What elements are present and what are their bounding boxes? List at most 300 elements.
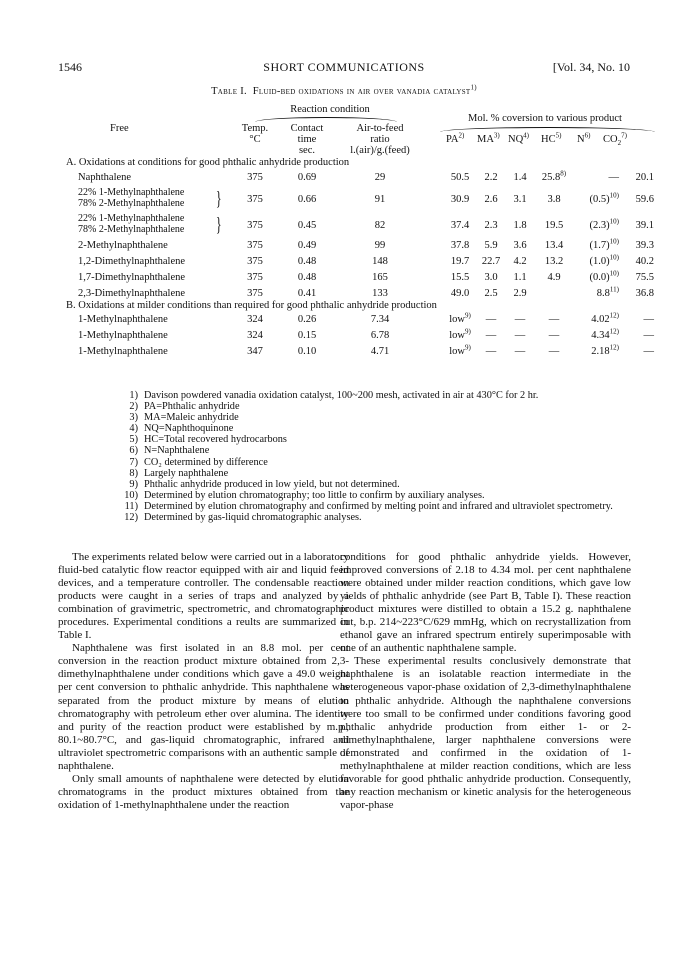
table-row bbox=[0, 311, 688, 328]
contact-cell bbox=[282, 330, 332, 341]
contact-cell bbox=[282, 288, 332, 299]
pa-cell-footnote: 9) bbox=[464, 343, 471, 352]
contact-cell bbox=[282, 346, 332, 357]
footnote-number: 11) bbox=[124, 500, 138, 512]
paragraph: conditions for good phthalic anhydride yields. However, improved conversions of 2.18 to 4.34 mol. per cent naphthalene were obtained under milder reaction conditions, which gave low yields of phthalic anhydride (see Part B, Table I). These reaction product mixtures were distilled to obtain a 15.2 g. naphthalene cut, b.p. 214~223°C/629 mmHg, which on recrystallization from ethanol gave an infrared spectrum entirely superimposable with one of an authentic naphthalene sample. bbox=[340, 551, 631, 655]
contact-cell bbox=[282, 194, 332, 205]
co2-cell-value: 40.2 bbox=[635, 256, 654, 267]
section-a-heading: A. Oxidations at conditions for good phthalic anhydride production bbox=[66, 157, 350, 168]
n-cell-footnote: 12) bbox=[609, 311, 619, 320]
nq-cell-value: 1.1 bbox=[513, 272, 527, 283]
footnote bbox=[112, 390, 652, 401]
co2-cell-value: 75.5 bbox=[635, 272, 654, 283]
table-row bbox=[0, 237, 688, 254]
page-number: 1546 bbox=[58, 60, 82, 74]
hc-cell-value: 19.5 bbox=[544, 220, 564, 231]
temp-cell bbox=[236, 330, 274, 341]
n-cell-value: 4.34 bbox=[591, 330, 610, 341]
contact-cell-value: 0.48 bbox=[297, 256, 317, 267]
co2-cell bbox=[620, 172, 654, 183]
temp-cell-value: 375 bbox=[247, 240, 263, 251]
footnote bbox=[112, 468, 652, 479]
compound-name-line: 1,7-Dimethylnaphthalene bbox=[78, 272, 186, 283]
contact-header-line: Contact bbox=[290, 123, 324, 134]
footnote-number: 2) bbox=[129, 401, 138, 413]
nq-cell bbox=[506, 314, 534, 325]
footnote bbox=[112, 434, 652, 445]
ma-cell bbox=[478, 220, 504, 231]
nq-cell-value: — bbox=[514, 314, 526, 325]
ma-cell-value: — bbox=[485, 314, 497, 325]
ratio-cell-value: 4.71 bbox=[370, 346, 390, 357]
temp-unit: °C bbox=[249, 134, 261, 145]
contact-cell-value: 0.45 bbox=[297, 220, 317, 231]
compound-name bbox=[78, 346, 168, 357]
table-footnotes bbox=[112, 390, 652, 523]
co2-cell bbox=[620, 194, 654, 205]
ma-cell bbox=[478, 346, 504, 357]
compound-name-line: 1-Methylnaphthalene bbox=[78, 314, 168, 325]
product-label: NQ bbox=[508, 134, 524, 145]
ratio-cell-value: 7.34 bbox=[370, 314, 390, 325]
n-cell-footnote: 10) bbox=[609, 191, 619, 200]
footnote bbox=[112, 423, 652, 434]
nq-cell-value: 3.6 bbox=[513, 240, 527, 251]
footnote-number: 3) bbox=[129, 412, 138, 424]
ratio-cell-value: 133 bbox=[372, 288, 388, 299]
temp-cell bbox=[236, 288, 274, 299]
table-row bbox=[0, 214, 688, 239]
n-cell bbox=[573, 269, 619, 283]
co2-cell bbox=[620, 240, 654, 251]
ratio-cell bbox=[335, 346, 425, 357]
nq-cell bbox=[506, 256, 534, 267]
pa-cell-value: 15.5 bbox=[450, 272, 470, 283]
pa-cell bbox=[444, 256, 476, 267]
hc-cell-value: 13.2 bbox=[544, 256, 564, 267]
footnote bbox=[112, 479, 652, 490]
ratio-cell-value: 148 bbox=[372, 256, 388, 267]
name-brace: } bbox=[215, 188, 222, 210]
n-cell-value: (0.0) bbox=[589, 272, 610, 283]
reaction-condition-brace bbox=[255, 117, 397, 122]
compound-name bbox=[78, 188, 184, 209]
footnote bbox=[112, 445, 652, 456]
airfeed-unit: l.(air)/g.(feed) bbox=[350, 145, 410, 156]
contact-cell bbox=[282, 314, 332, 325]
hc-cell bbox=[537, 272, 571, 283]
compound-name-line: 1-Methylnaphthalene bbox=[78, 346, 168, 357]
compound-name-line: 2-Methylnaphthalene bbox=[78, 240, 168, 251]
contact-cell bbox=[282, 272, 332, 283]
footnote bbox=[112, 490, 652, 501]
co2-cell bbox=[620, 314, 654, 325]
pa-cell bbox=[444, 172, 476, 183]
paragraph: Only small amounts of naphthalene were detected by elution chromatograms in the product mixtures obtained from the oxidation of 1-methylnaphthalene under the reaction bbox=[58, 772, 349, 811]
compound-name bbox=[78, 256, 185, 267]
airfeed-header bbox=[335, 123, 425, 156]
compound-name-line: 78% 2-Methylnaphthalene bbox=[78, 223, 185, 235]
n-cell bbox=[573, 172, 619, 183]
product-footnote: 3) bbox=[493, 131, 500, 140]
nq-cell-value: 1.4 bbox=[513, 172, 527, 183]
pa-cell-value: 50.5 bbox=[450, 172, 470, 183]
temp-cell-value: 375 bbox=[247, 288, 263, 299]
temp-header bbox=[236, 123, 274, 145]
compound-name-line: 22% 1-Methylnaphthalene bbox=[78, 187, 185, 198]
n-cell-footnote: 10) bbox=[609, 237, 619, 246]
compound-name bbox=[78, 330, 168, 341]
product-footnote: 6) bbox=[584, 131, 591, 140]
hc-cell-value: — bbox=[548, 330, 560, 341]
compound-name-line: 2,3-Dimethylnaphthalene bbox=[78, 288, 186, 299]
temp-cell bbox=[236, 240, 274, 251]
table-row bbox=[0, 327, 688, 344]
co2-cell-value: 59.6 bbox=[635, 194, 654, 205]
pa-cell-footnote: 9) bbox=[464, 327, 471, 336]
nq-cell bbox=[506, 194, 534, 205]
hc-cell-value: 3.8 bbox=[547, 194, 561, 205]
contact-cell-value: 0.15 bbox=[297, 330, 317, 341]
contact-cell-value: 0.48 bbox=[297, 272, 317, 283]
n-cell bbox=[573, 343, 619, 357]
nq-cell-value: 4.2 bbox=[513, 256, 527, 267]
temp-cell bbox=[236, 256, 274, 267]
temp-cell-value: 324 bbox=[247, 314, 263, 325]
product-footnote: 2) bbox=[458, 131, 465, 140]
nq-cell bbox=[506, 272, 534, 283]
co2-cell bbox=[620, 272, 654, 283]
temp-cell-value: 347 bbox=[247, 346, 263, 357]
airfeed-header-line: ratio bbox=[370, 134, 390, 145]
table-title: Fluid-bed oxidations in air over vanadia catalyst bbox=[252, 86, 471, 97]
hc-cell-value: 13.4 bbox=[544, 240, 564, 251]
mol-pct-header: Mol. % coversion to various product bbox=[468, 113, 622, 124]
reaction-condition-header: Reaction condition bbox=[290, 104, 370, 115]
nq-cell bbox=[506, 240, 534, 251]
product-header-ma bbox=[477, 131, 500, 145]
co2-cell bbox=[620, 346, 654, 357]
co2-cell-value: — bbox=[643, 314, 654, 325]
n-cell bbox=[573, 285, 619, 299]
ma-cell-value: 5.9 bbox=[484, 240, 498, 251]
table-title-footnote: 1) bbox=[470, 83, 477, 92]
footnote-number: 7) bbox=[129, 456, 138, 468]
temp-cell bbox=[236, 220, 274, 231]
temp-cell-value: 375 bbox=[247, 194, 263, 205]
contact-cell-value: 0.69 bbox=[297, 172, 317, 183]
table-row bbox=[0, 188, 688, 213]
pa-cell-value: low bbox=[449, 314, 465, 325]
nq-cell bbox=[506, 346, 534, 357]
pa-cell-value: 37.4 bbox=[450, 220, 470, 231]
contact-cell bbox=[282, 240, 332, 251]
ma-cell bbox=[478, 240, 504, 251]
compound-name-line: 1,2-Dimethylnaphthalene bbox=[78, 256, 186, 267]
ratio-cell-value: 99 bbox=[374, 240, 386, 251]
contact-unit: sec. bbox=[298, 145, 316, 156]
nq-cell-value: 2.9 bbox=[513, 288, 527, 299]
pa-cell bbox=[444, 240, 476, 251]
contact-cell bbox=[282, 256, 332, 267]
nq-cell-value: — bbox=[514, 346, 526, 357]
product-header-hc bbox=[541, 131, 562, 145]
pa-cell-value: 30.9 bbox=[450, 194, 470, 205]
temp-cell bbox=[236, 346, 274, 357]
co2-cell bbox=[620, 288, 654, 299]
pa-cell bbox=[444, 272, 476, 283]
n-cell-footnote: 11) bbox=[609, 285, 619, 294]
footnote-text: Determined by gas-liquid chromatographic analyses. bbox=[144, 512, 362, 524]
ma-cell-value: 3.0 bbox=[484, 272, 498, 283]
n-cell-footnote: 10) bbox=[609, 269, 619, 278]
co2-cell-value: — bbox=[643, 330, 654, 341]
footnote-text: CO₂ determined by difference bbox=[144, 456, 268, 468]
temp-cell bbox=[236, 314, 274, 325]
co2-cell bbox=[620, 256, 654, 267]
product-label: HC bbox=[541, 134, 556, 145]
n-cell-value: (1.0) bbox=[589, 256, 610, 267]
pa-cell bbox=[444, 311, 476, 325]
n-cell-value: (2.3) bbox=[589, 220, 610, 231]
contact-cell-value: 0.49 bbox=[297, 240, 317, 251]
table-row bbox=[0, 253, 688, 270]
ma-cell-value: — bbox=[485, 330, 497, 341]
product-label: N bbox=[577, 134, 585, 145]
ratio-cell bbox=[335, 330, 425, 341]
nq-cell-value: — bbox=[514, 330, 526, 341]
co2-cell-value: 39.3 bbox=[635, 240, 654, 251]
temp-cell-value: 324 bbox=[247, 330, 263, 341]
pa-cell bbox=[444, 194, 476, 205]
n-cell bbox=[573, 311, 619, 325]
n-cell bbox=[573, 217, 619, 231]
contact-header-line: time bbox=[297, 134, 317, 145]
hc-cell bbox=[537, 240, 571, 251]
ma-cell-value: 2.5 bbox=[484, 288, 498, 299]
compound-name bbox=[78, 272, 185, 283]
pa-cell bbox=[444, 327, 476, 341]
temp-cell bbox=[236, 172, 274, 183]
ratio-cell-value: 165 bbox=[372, 272, 388, 283]
footnote-number: 12) bbox=[124, 512, 138, 524]
hc-cell-value: — bbox=[548, 314, 560, 325]
footnote-number: 1) bbox=[129, 390, 138, 401]
ma-cell-value: — bbox=[485, 346, 497, 357]
footnote-number: 9) bbox=[129, 478, 138, 490]
ratio-cell-value: 82 bbox=[374, 220, 386, 231]
product-label: CO bbox=[603, 134, 618, 145]
ratio-cell bbox=[335, 272, 425, 283]
product-header-pa bbox=[446, 131, 465, 145]
nq-cell bbox=[506, 288, 534, 299]
name-brace: } bbox=[215, 214, 222, 236]
pa-cell bbox=[444, 343, 476, 357]
paragraph: Naphthalene was first isolated in an 8.8 mol. per cent conversion in the reaction product mixture obtained from 2,3-dimethylnaphthalene under conditions which gave a 49.0 weight per cent conversion to phthalic anhydride. This naphthalene was separated from the product mixture by means of elution chromatography with petroleum ether over alumina. The identity and purity of the reaction product were established by m.p., 80.1~80.7°C, and gas-liquid chromatographic, infrared and ultraviolet spectrometric comparisons with an authentic sample of naphthalene. bbox=[58, 642, 349, 772]
ratio-cell-value: 29 bbox=[374, 172, 386, 183]
footnote-text: HC=Total recovered hydrocarbons bbox=[144, 434, 287, 446]
temp-cell-value: 375 bbox=[247, 172, 263, 183]
hc-cell-value: 4.9 bbox=[547, 272, 561, 283]
footnote-text: NQ=Naphthoquinone bbox=[144, 423, 234, 435]
journal-header: SHORT COMMUNICATIONS bbox=[263, 60, 425, 74]
hc-cell bbox=[537, 194, 571, 205]
ratio-cell bbox=[335, 172, 425, 183]
n-cell-footnote: 12) bbox=[609, 327, 619, 336]
footnote-text: Phthalic anhydride produced in low yield, but not determined. bbox=[144, 478, 400, 490]
n-cell bbox=[573, 237, 619, 251]
co2-cell-value: 20.1 bbox=[635, 172, 654, 183]
ma-cell-value: 2.2 bbox=[484, 172, 498, 183]
hc-cell-value: — bbox=[548, 346, 560, 357]
body-column-left bbox=[58, 551, 349, 812]
footnote-number: 10) bbox=[124, 489, 138, 501]
compound-name-line: 1-Methylnaphthalene bbox=[78, 330, 168, 341]
nq-cell-value: 3.1 bbox=[513, 194, 527, 205]
footnote bbox=[112, 512, 652, 523]
ma-cell bbox=[478, 172, 504, 183]
ma-cell bbox=[478, 288, 504, 299]
temp-cell bbox=[236, 194, 274, 205]
contact-cell bbox=[282, 172, 332, 183]
footnote bbox=[112, 412, 652, 423]
n-cell-footnote: 12) bbox=[609, 343, 619, 352]
table-row bbox=[0, 169, 688, 186]
hc-cell bbox=[537, 330, 571, 341]
compound-name bbox=[78, 240, 168, 251]
ratio-cell bbox=[335, 256, 425, 267]
ratio-cell bbox=[335, 288, 425, 299]
co2-cell bbox=[620, 220, 654, 231]
n-cell-value: 8.8 bbox=[596, 288, 610, 299]
product-header-n bbox=[577, 131, 591, 145]
contact-header bbox=[282, 123, 332, 156]
ratio-cell bbox=[335, 240, 425, 251]
ma-cell-value: 2.6 bbox=[484, 194, 498, 205]
co2-cell-value: 36.8 bbox=[635, 288, 654, 299]
ratio-cell bbox=[335, 220, 425, 231]
pa-cell-footnote: 9) bbox=[464, 311, 471, 320]
hc-cell bbox=[537, 314, 571, 325]
footnote-text: PA=Phthalic anhydride bbox=[144, 401, 240, 413]
product-footnote: 7) bbox=[621, 131, 627, 140]
ma-cell-value: 2.3 bbox=[484, 220, 498, 231]
ma-cell bbox=[478, 256, 504, 267]
n-cell-value: — bbox=[608, 172, 619, 183]
paragraph: The experiments related below were carried out in a laboratory fluid-bed catalytic flow reactor equipped with air and liquid feed devices, and a temperature controller. The condensable reaction products were caught in a series of traps and analyzed by a combination of gravimetric, spectrometric, and chromatographic procedures. Experimental conditions a reults are summarized in Table I. bbox=[58, 551, 350, 642]
pa-cell-value: 37.8 bbox=[450, 240, 470, 251]
ma-cell-value: 22.7 bbox=[481, 256, 501, 267]
free-header: Free bbox=[110, 123, 129, 134]
footnote-number: 8) bbox=[129, 467, 138, 479]
hc-cell bbox=[537, 220, 571, 231]
hc-cell bbox=[537, 169, 571, 183]
n-cell-value: 4.02 bbox=[591, 314, 610, 325]
airfeed-header-line: Air-to-feed bbox=[356, 123, 404, 134]
compound-name bbox=[78, 214, 184, 235]
hc-cell-value: 25.8 bbox=[541, 172, 561, 183]
temp-cell bbox=[236, 272, 274, 283]
product-footnote: 4) bbox=[523, 131, 530, 140]
product-header-co2 bbox=[603, 131, 627, 149]
temp-cell-value: 375 bbox=[247, 272, 263, 283]
compound-name-line: 22% 1-Methylnaphthalene bbox=[78, 213, 185, 224]
contact-cell-value: 0.10 bbox=[297, 346, 317, 357]
contact-cell-value: 0.41 bbox=[297, 288, 317, 299]
body-column-right bbox=[340, 551, 631, 812]
compound-name-line: 78% 2-Methylnaphthalene bbox=[78, 197, 185, 209]
compound-name bbox=[78, 172, 131, 183]
footnote-number: 4) bbox=[129, 423, 138, 435]
n-cell-footnote: 10) bbox=[609, 253, 619, 262]
table-row bbox=[0, 343, 688, 360]
co2-cell bbox=[620, 330, 654, 341]
ma-cell bbox=[478, 272, 504, 283]
section-b-heading: B. Oxidations at milder conditions than required for good phthalic anhydride production bbox=[66, 300, 437, 311]
compound-name-line: Naphthalene bbox=[78, 172, 132, 183]
footnote-text: Determined by elution chromatography and confirmed by melting point and infrared and ultraviolet spectrometry. bbox=[144, 500, 613, 512]
paragraph: These experimental results conclusively demonstrate that naphthalene is an isolatable reaction intermediate in the heterogeneous vapor-phase oxidation of 2,3-dimethylnaphthalene to phthalic anhydride. Although the naphthalene conversions were too small to be confirmed under conditions favoring good phthalic anhydride production from either 1- or 2-dimethylnaphthalene, larger naphthalene conversions were demonstrated and confirmed in the oxidation of 1-methylnaphthalene at milder reaction conditions, which are less favorable for good phthalic anhydride production. Consequently, any reaction mechanism or kinetic analysis for the heterogeneous vapor-phase bbox=[340, 655, 631, 811]
hc-cell-footnote: 8) bbox=[560, 169, 567, 178]
n-cell bbox=[573, 191, 619, 205]
co2-cell-value: 39.1 bbox=[635, 220, 654, 231]
footnote-text: Davison powdered vanadia oxidation catalyst, 100~200 mesh, activated in air at 430°C for 2 hr. bbox=[144, 390, 539, 401]
n-cell-value: 2.18 bbox=[591, 346, 610, 357]
footnote bbox=[112, 401, 652, 412]
n-cell bbox=[573, 253, 619, 267]
n-cell-value: (0.5) bbox=[589, 194, 610, 205]
compound-name bbox=[78, 314, 168, 325]
hc-cell bbox=[537, 256, 571, 267]
nq-cell bbox=[506, 220, 534, 231]
contact-cell-value: 0.26 bbox=[297, 314, 317, 325]
product-header-nq bbox=[508, 131, 530, 145]
footnote-text: MA=Maleic anhydride bbox=[144, 412, 239, 424]
nq-cell bbox=[506, 330, 534, 341]
contact-cell-value: 0.66 bbox=[297, 194, 317, 205]
ratio-cell bbox=[335, 194, 425, 205]
hc-cell bbox=[537, 346, 571, 357]
pa-cell-value: 49.0 bbox=[450, 288, 470, 299]
nq-cell-value: 1.8 bbox=[513, 220, 527, 231]
contact-cell bbox=[282, 220, 332, 231]
ratio-cell-value: 91 bbox=[374, 194, 386, 205]
product-label: PA bbox=[446, 134, 459, 145]
footnote bbox=[112, 457, 652, 468]
n-cell bbox=[573, 327, 619, 341]
n-cell-footnote: 10) bbox=[609, 217, 619, 226]
ma-cell bbox=[478, 194, 504, 205]
table-row bbox=[0, 269, 688, 286]
pa-cell-value: low bbox=[449, 330, 465, 341]
product-subscript: 2 bbox=[617, 139, 622, 148]
footnote-text: N=Naphthalene bbox=[144, 445, 210, 457]
n-cell-value: (1.7) bbox=[589, 240, 610, 251]
ma-cell bbox=[478, 330, 504, 341]
volume-header: [Vol. 34, No. 10 bbox=[552, 60, 630, 74]
pa-cell bbox=[444, 288, 476, 299]
table-label: Table I. bbox=[211, 86, 247, 97]
pa-cell-value: 19.7 bbox=[450, 256, 470, 267]
ratio-cell bbox=[335, 314, 425, 325]
footnote-number: 6) bbox=[129, 445, 138, 457]
table-caption bbox=[0, 83, 688, 97]
temp-cell-value: 375 bbox=[247, 220, 263, 231]
nq-cell bbox=[506, 172, 534, 183]
pa-cell-value: low bbox=[449, 346, 465, 357]
ratio-cell-value: 6.78 bbox=[370, 330, 390, 341]
temp-cell-value: 375 bbox=[247, 256, 263, 267]
